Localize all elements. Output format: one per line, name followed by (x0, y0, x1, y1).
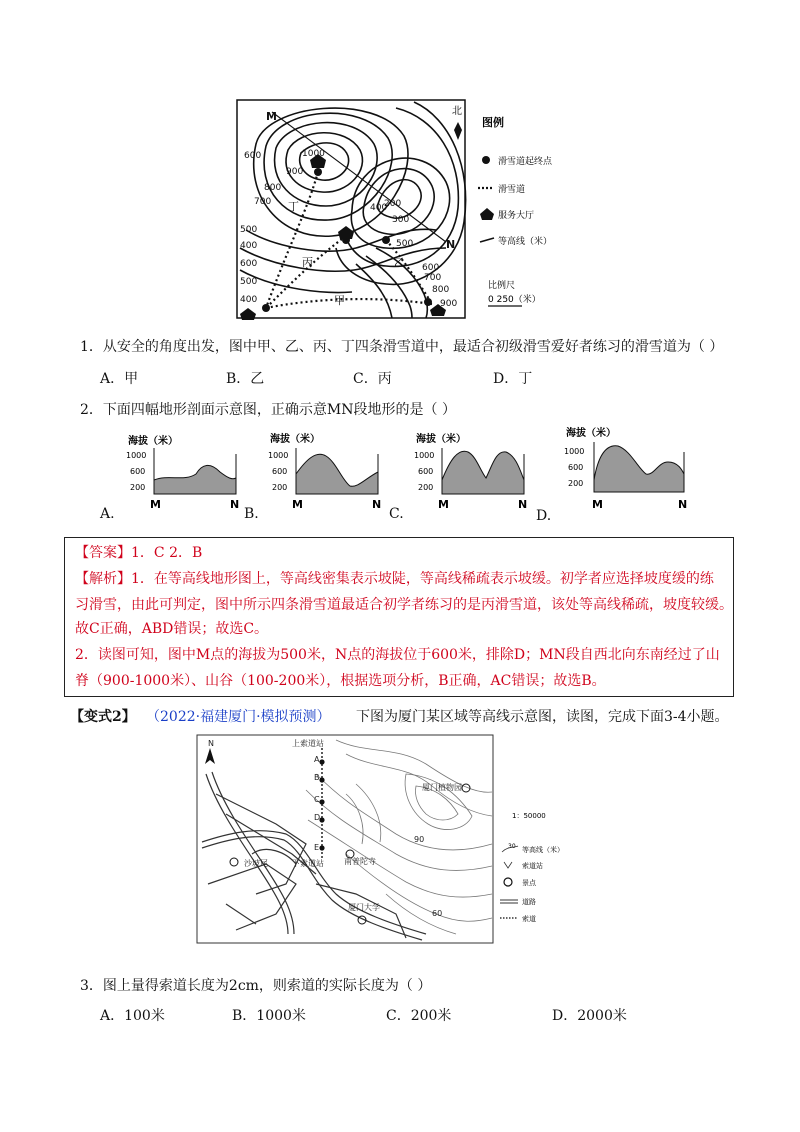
cable-point-c (319, 799, 324, 804)
bottom-station-label: 下索道站 (292, 859, 324, 868)
contour-label: 600 (422, 263, 440, 273)
cable-point-label: A (314, 755, 320, 764)
legend-item: 景点 (522, 879, 536, 887)
profile-ylabel: 海拔（米） (270, 434, 320, 445)
q3-option-b[interactable]: B．1000米 (232, 1008, 306, 1024)
tick-label: 600 (568, 463, 584, 472)
tick-label: 1000 (126, 451, 147, 460)
legend-item: 等高线（米） (498, 237, 553, 247)
north-letter: N (208, 739, 214, 748)
profile-terrain (154, 465, 236, 494)
legend-item: 滑雪道起终点 (498, 157, 553, 167)
profile-terrain (442, 451, 524, 494)
legend-item: 道路 (522, 898, 536, 906)
north-label: 北 (452, 106, 462, 117)
q1-option-d[interactable]: D．丁 (493, 371, 533, 387)
profile-d (562, 422, 692, 514)
question-1: 1．从安全的角度出发，图中甲、乙、丙、丁四条滑雪道中，最适合初级滑雪爱好者练习的滑雪道为（ ） (80, 339, 724, 355)
trail-bing-label: 丙 (302, 256, 313, 269)
contour-label: 500 (240, 277, 258, 287)
cable-point-label: E (314, 843, 320, 852)
variant-tag: 【变式2】 (70, 709, 136, 725)
q2-option-d[interactable]: D. (536, 508, 552, 524)
cable-point-b (319, 777, 324, 782)
question-3: 3．图上量得索道长度为2cm，则索道的实际长度为（ ） (80, 978, 432, 994)
scale-label: 比例尺 (488, 281, 516, 291)
contour-label: 200 (384, 199, 402, 209)
question-2: 2．下面四幅地形剖面示意图，正确示意MN段地形的是（ ） (80, 402, 456, 418)
analysis-line: 脊（900-1000米）、山谷（100-200米），根据选项分析，B正确，AC错误；故选B。 (75, 673, 606, 689)
map-frame (237, 100, 465, 318)
contour-60-label: 60 (432, 909, 443, 918)
q1-option-b[interactable]: B．乙 (226, 371, 265, 387)
contour-label: 500 (396, 239, 414, 249)
cable-point-label: B (314, 773, 320, 782)
contour-label: 1000 (302, 149, 325, 159)
contour-label: 400 (240, 241, 258, 251)
legend-item: 索道站 (522, 862, 543, 870)
contour-label: 600 (244, 151, 262, 161)
cable-point-label: C (314, 795, 320, 804)
legend-contour-num: 30 (508, 843, 516, 850)
trail-yi-label: 乙 (394, 256, 405, 269)
profile-ylabel: 海拔（米） (416, 434, 466, 445)
legend-title: 图例 (482, 116, 504, 129)
analysis-line: 故C正确，ABD错误；故选C。 (75, 621, 269, 637)
cable-point-label: D (314, 813, 321, 822)
shapotou-label: 沙坡尾 (244, 859, 268, 868)
legend-service-hall-icon (480, 208, 494, 220)
profile-terrain (296, 454, 378, 494)
xiamen-map-figure (196, 734, 576, 946)
cable-point-d (319, 817, 324, 822)
tick-label: 200 (418, 483, 434, 492)
top-station-label: 上索道站 (292, 739, 324, 748)
map2-frame (197, 735, 493, 943)
profile-terrain (594, 446, 684, 492)
q3-option-d[interactable]: D．2000米 (552, 1008, 627, 1024)
profile-m: M (150, 498, 161, 511)
profile-n: N (518, 498, 528, 511)
contour-label: 900 (440, 299, 458, 309)
trail-ding-label: 丁 (288, 200, 299, 213)
botanical-garden-label: 厦门植物园 (422, 783, 462, 792)
q1-option-a[interactable]: A．甲 (100, 371, 139, 387)
cable-point-e (319, 845, 324, 850)
legend-item: 滑雪道 (498, 185, 526, 195)
q3-option-c[interactable]: C．200米 (386, 1008, 452, 1024)
q1-option-c[interactable]: C．丙 (353, 371, 392, 387)
legend-item: 等高线（米） (522, 846, 564, 854)
tick-label: 600 (272, 467, 288, 476)
scale-value: 0 250（米） (488, 295, 541, 305)
point-m-label: M (266, 110, 277, 123)
legend-contour-icon (480, 238, 494, 242)
contour-label: 700 (424, 273, 442, 283)
legend-attraction-icon (504, 878, 512, 886)
legend-item: 服务大厅 (498, 211, 535, 221)
variant-source[interactable]: （2022·福建厦门·模拟预测） (146, 709, 331, 725)
profile-ylabel: 海拔（米） (128, 436, 178, 447)
contour-label: 400 (370, 203, 388, 213)
xmu-label: 厦门大学 (348, 903, 380, 912)
cable-point-a (319, 759, 324, 764)
trail-jia-label: 甲 (334, 294, 345, 307)
trail-end-point (424, 298, 432, 306)
profile-ylabel: 海拔（米） (566, 428, 616, 439)
legend-item: 索道 (522, 915, 536, 923)
profile-n: N (678, 498, 688, 511)
contour-label: 600 (240, 259, 258, 269)
trail-start-point (382, 236, 390, 244)
contour-label: 300 (392, 215, 410, 225)
contour-label: 400 (240, 295, 258, 305)
profile-c (412, 430, 532, 514)
trail-start-point (314, 168, 322, 176)
tick-label: 1000 (564, 447, 585, 456)
tick-label: 200 (272, 483, 288, 492)
analysis-line: 【解析】1．在等高线地形图上，等高线密集表示坡陡，等高线稀疏表示坡缓。初学者应选择坡度缓的练 (75, 571, 714, 587)
contour-label: 800 (432, 285, 450, 295)
contour-90-label: 90 (414, 835, 425, 844)
q2-option-b[interactable]: B. (244, 506, 259, 522)
contour-map-svg (236, 98, 553, 323)
point-n-label: N (446, 238, 456, 251)
nanputuo-label: 南普陀寺 (344, 857, 376, 866)
contour-label: 900 (286, 167, 304, 177)
q2-option-c[interactable]: C. (389, 506, 404, 522)
contour-label: 700 (254, 197, 272, 207)
tick-label: 1000 (414, 451, 435, 460)
tick-label: 1000 (268, 451, 289, 460)
tick-label: 200 (130, 483, 146, 492)
map2-scale: 1：50000 (512, 812, 546, 820)
tick-label: 600 (418, 467, 434, 476)
tick-label: 200 (568, 479, 584, 488)
profile-n: N (372, 498, 382, 511)
answer-box (64, 537, 734, 697)
xiamen-map-svg (196, 734, 576, 946)
profile-m: M (292, 498, 303, 511)
analysis-line: 习滑雪，由此可判定，图中所示四条滑雪道最适合初学者练习的是丙滑雪道，该处等高线稀疏，坡度较缓。 (75, 597, 733, 613)
contour-map-figure (236, 98, 553, 323)
trail-end-point (262, 304, 270, 312)
q2-option-a[interactable]: A. (100, 506, 115, 522)
profile-m: M (438, 498, 449, 511)
q3-option-a[interactable]: A．100米 (100, 1008, 165, 1024)
profile-m: M (592, 498, 603, 511)
tick-label: 600 (130, 467, 146, 476)
contour-label: 500 (240, 225, 258, 235)
profile-a (124, 434, 244, 514)
contour-label: 800 (264, 183, 282, 193)
profile-b (266, 430, 386, 514)
profile-n: N (230, 498, 240, 511)
analysis-line: 2．读图可知，图中M点的海拔为500米，N点的海拔位于600米，排除D；MN段自西北向东南经过了山 (75, 647, 720, 663)
legend-station-icon (504, 862, 512, 868)
answer-line: 【答案】1．C 2．B (75, 545, 203, 561)
legend-start-point-icon (482, 156, 490, 164)
variant-text: 下图为厦门某区域等高线示意图，读图，完成下面3-4小题。 (356, 709, 729, 725)
